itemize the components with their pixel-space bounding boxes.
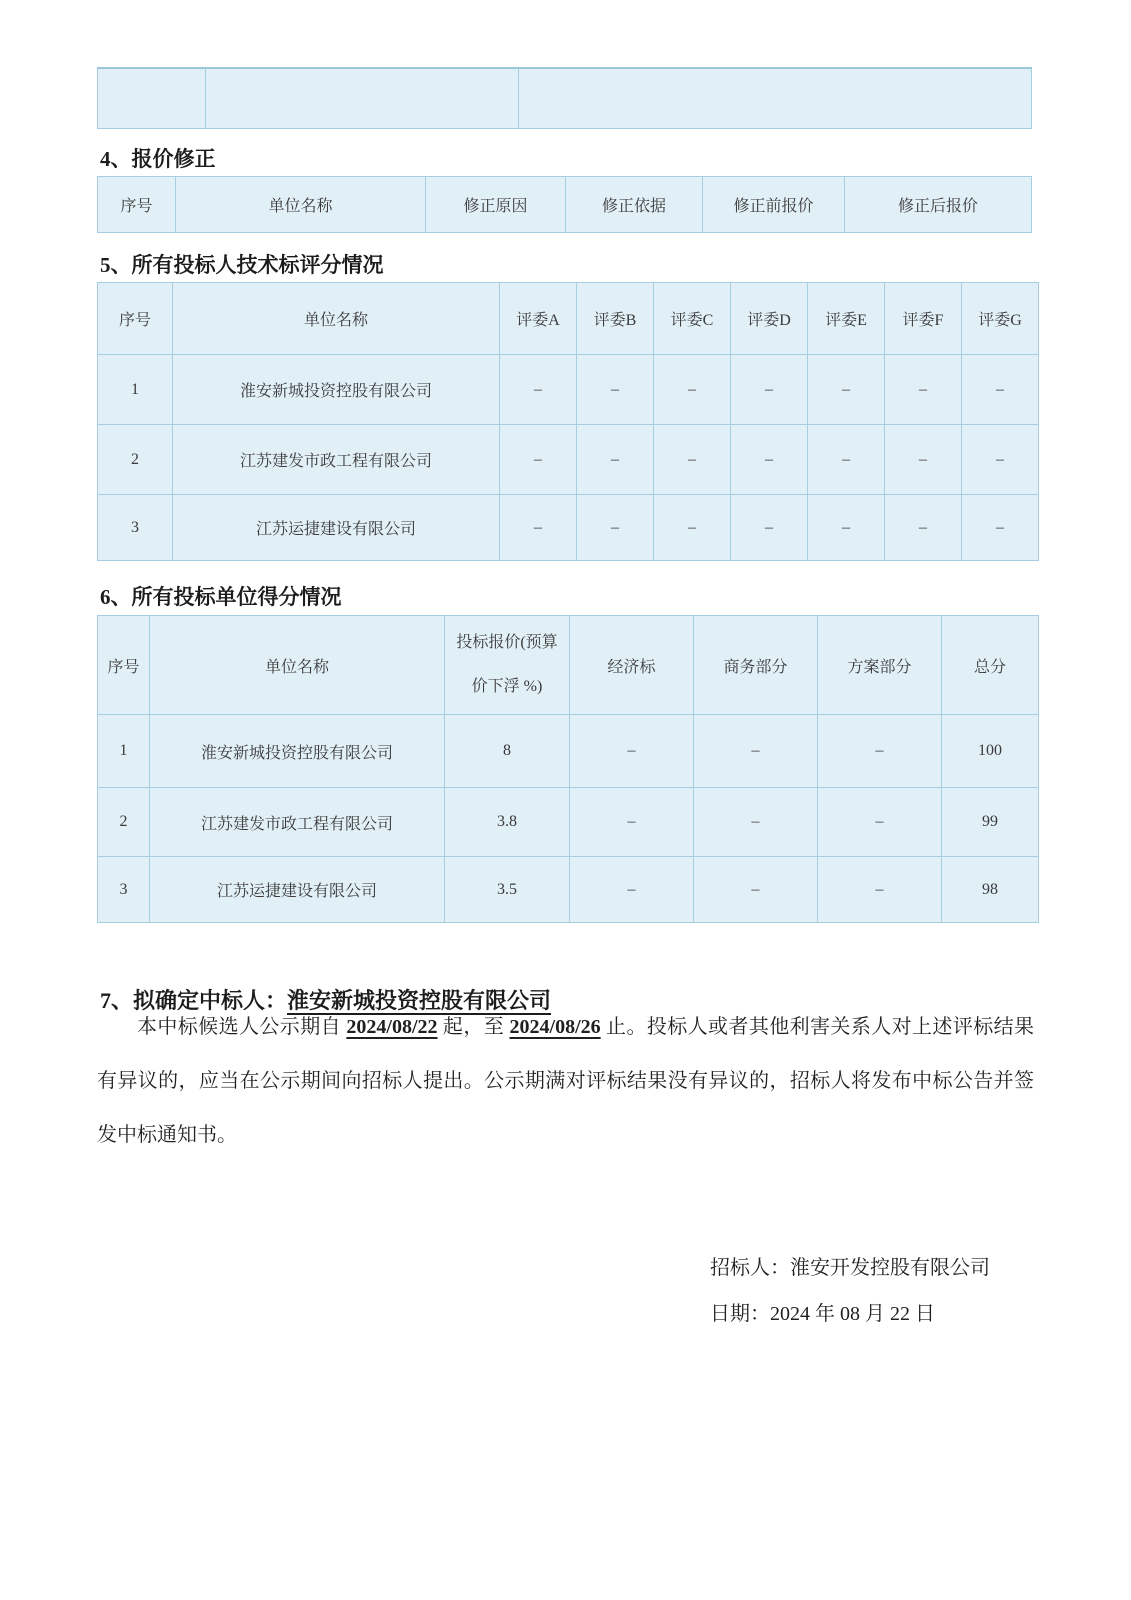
table-row <box>98 355 1039 425</box>
total-score-table <box>97 615 1039 923</box>
publicity-end-date: 2024/08/26 <box>509 1016 601 1038</box>
tenderer-line: 招标人：淮安开发控股有限公司 <box>710 1257 990 1279</box>
score-cell: – <box>808 495 885 561</box>
score-cell: – <box>500 355 577 425</box>
column-header: 总分 <box>942 616 1039 715</box>
score-cell: – <box>808 355 885 425</box>
column-header: 评委D <box>731 283 808 355</box>
section7-heading-prefix: 7、拟确定中标人： <box>100 988 288 1013</box>
column-header: 评委E <box>808 283 885 355</box>
score-cell: – <box>500 495 577 561</box>
table-row <box>98 425 1039 495</box>
table-header-row <box>98 283 1039 355</box>
score-cell: – <box>885 425 962 495</box>
business-score-cell: – <box>694 788 818 857</box>
column-header: 评委B <box>577 283 654 355</box>
table-header-row <box>98 177 1032 233</box>
economic-score-cell: – <box>570 788 694 857</box>
signature-block <box>710 1245 990 1337</box>
business-score-cell: – <box>694 715 818 788</box>
total-score-cell: 99 <box>942 788 1039 857</box>
score-cell: – <box>962 495 1039 561</box>
publicity-paragraph <box>97 1000 1034 1162</box>
score-cell: – <box>731 495 808 561</box>
column-header: 评委F <box>885 283 962 355</box>
column-header: 投标报价(预算价下浮 %) <box>445 616 570 715</box>
row-index: 2 <box>98 425 173 495</box>
paragraph-text: 起，至 <box>437 1016 510 1038</box>
column-header: 修正后报价 <box>845 177 1032 233</box>
bid-price-cell: 8 <box>445 715 570 788</box>
technical-score-table <box>97 282 1039 561</box>
bid-price-cell: 3.5 <box>445 857 570 923</box>
score-cell: – <box>500 425 577 495</box>
company-name: 淮安新城投资控股有限公司 <box>173 355 500 425</box>
bid-price-cell: 3.8 <box>445 788 570 857</box>
score-cell: – <box>808 425 885 495</box>
score-cell: – <box>654 425 731 495</box>
price-correction-table <box>97 176 1032 233</box>
company-name: 江苏建发市政工程有限公司 <box>173 425 500 495</box>
score-cell: – <box>962 355 1039 425</box>
company-name: 江苏运捷建设有限公司 <box>150 857 445 923</box>
empty-cell <box>206 68 519 128</box>
score-cell: – <box>962 425 1039 495</box>
column-header: 单位名称 <box>173 283 500 355</box>
business-score-cell: – <box>694 857 818 923</box>
score-cell: – <box>577 425 654 495</box>
table-row <box>98 788 1039 857</box>
score-cell: – <box>577 495 654 561</box>
company-name: 江苏运捷建设有限公司 <box>173 495 500 561</box>
table-row <box>98 68 1032 128</box>
column-header: 序号 <box>98 283 173 355</box>
date-line: 日期：2024 年 08 月 22 日 <box>710 1303 935 1325</box>
column-header: 方案部分 <box>818 616 942 715</box>
section6-heading: 6、所有投标单位得分情况 <box>100 585 342 609</box>
column-header: 评委A <box>500 283 577 355</box>
table-row <box>98 495 1039 561</box>
column-header: 修正原因 <box>426 177 566 233</box>
top-partial-table <box>97 67 1032 129</box>
row-index: 2 <box>98 788 150 857</box>
score-cell: – <box>731 425 808 495</box>
column-header: 评委G <box>962 283 1039 355</box>
column-header: 评委C <box>654 283 731 355</box>
score-cell: – <box>885 355 962 425</box>
table-header-row <box>98 616 1039 715</box>
table-row <box>98 715 1039 788</box>
row-index: 3 <box>98 495 173 561</box>
column-header: 商务部分 <box>694 616 818 715</box>
column-header: 修正依据 <box>566 177 703 233</box>
row-index: 1 <box>98 355 173 425</box>
score-cell: – <box>577 355 654 425</box>
score-cell: – <box>654 355 731 425</box>
column-header: 修正前报价 <box>703 177 845 233</box>
company-name: 淮安新城投资控股有限公司 <box>150 715 445 788</box>
table-row <box>98 857 1039 923</box>
publicity-start-date: 2024/08/22 <box>346 1016 438 1038</box>
total-score-cell: 98 <box>942 857 1039 923</box>
row-index: 3 <box>98 857 150 923</box>
economic-score-cell: – <box>570 715 694 788</box>
economic-score-cell: – <box>570 857 694 923</box>
column-header: 序号 <box>98 177 176 233</box>
score-cell: – <box>654 495 731 561</box>
score-cell: – <box>885 495 962 561</box>
company-name: 江苏建发市政工程有限公司 <box>150 788 445 857</box>
score-cell: – <box>731 355 808 425</box>
plan-score-cell: – <box>818 857 942 923</box>
winner-company-name: 淮安新城投资控股有限公司 <box>287 988 552 1013</box>
column-header: 单位名称 <box>176 177 426 233</box>
plan-score-cell: – <box>818 715 942 788</box>
empty-cell <box>519 68 1032 128</box>
row-index: 1 <box>98 715 150 788</box>
plan-score-cell: – <box>818 788 942 857</box>
column-header: 经济标 <box>570 616 694 715</box>
paragraph-text: 止。投标人或者其他利害关系人对上述评标结果有异议的，应当在公示期间向招标人提出。公示期满对评标结果没有异议的，招标人将发布中标公告并签发中标通知书。 <box>97 1016 1035 1146</box>
section4-heading: 4、报价修正 <box>100 147 216 171</box>
paragraph-text: 本中标候选人公示期自 <box>137 1016 347 1038</box>
total-score-cell: 100 <box>942 715 1039 788</box>
section5-heading: 5、所有投标人技术标评分情况 <box>100 253 384 277</box>
column-header: 序号 <box>98 616 150 715</box>
empty-cell <box>98 68 206 128</box>
column-header: 单位名称 <box>150 616 445 715</box>
